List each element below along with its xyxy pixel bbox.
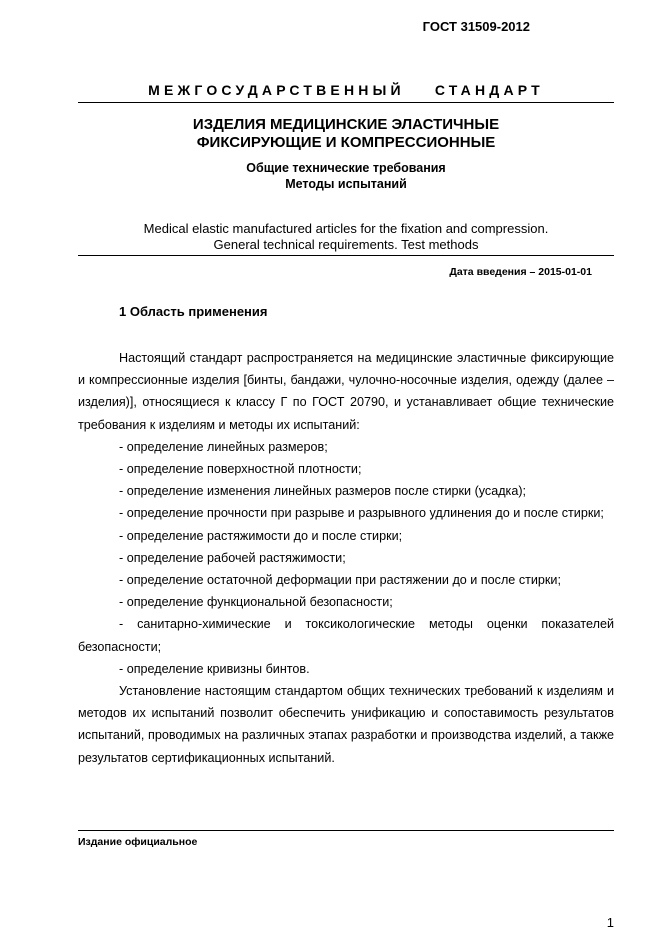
document-title <box>78 116 614 152</box>
list-item: - определение остаточной деформации при растяжении до и после стирки; <box>119 573 561 588</box>
english-title-line-1: Medical elastic manufactured articles for the fixation and compression. <box>143 221 549 236</box>
list-item: - определение кривизны бинтов. <box>119 661 310 676</box>
introduction-date: Дата введения – 2015-01-01 <box>449 266 592 278</box>
footer-divider <box>78 830 614 831</box>
edition-note: Издание официальное <box>78 836 198 848</box>
list-item: - санитарно-химические и токсикологические методы оценки показателей безопасности; <box>78 617 614 654</box>
paragraph-intro: Настоящий стандарт распространяется на медицинские эластичные фиксирующие и компрессионные изделия [бинты, бандажи, чулочно-носочные изделия, одежду (далее – изделия)], относящиеся к классу Г по ГОСТ 20790, и устанавливает общие технические требования к изделиям и методы их испытаний: <box>78 351 614 432</box>
list-item: - определение прочности при разрыве и разрывного удлинения до и после стирки; <box>119 506 604 521</box>
middle-divider <box>78 255 614 256</box>
body-text <box>78 347 614 769</box>
document-subtitle <box>78 160 614 192</box>
list-item: - определение поверхностной плотности; <box>119 462 362 477</box>
english-title-line-2: General technical requirements. Test methods <box>213 237 479 252</box>
subtitle-line-1: Общие технические требования <box>246 161 446 175</box>
standard-type-heading: МЕЖГОСУДАРСТВЕННЫЙ СТАНДАРТ <box>148 82 544 98</box>
list-item: - определение функциональной безопасности; <box>119 595 393 610</box>
list-item: - определение рабочей растяжимости; <box>119 550 346 565</box>
document-code: ГОСТ 31509-2012 <box>422 19 530 34</box>
list-item: - определение изменения линейных размеров после стирки (усадка); <box>119 484 527 499</box>
english-title <box>78 221 614 253</box>
paragraph-conclusion: Установление настоящим стандартом общих технических требований к изделиям и методов их испытаний позволит обеспечить унификацию и сопоставимость результатов испытаний, проводимых на различных этапах разработки и производства изделий, а также результатов сертификационных испытаний. <box>78 684 614 765</box>
list-item: - определение растяжимости до и после стирки; <box>119 528 403 543</box>
subtitle-line-2: Методы испытаний <box>285 177 407 191</box>
page-number: 1 <box>606 915 614 930</box>
section-heading: 1 Область применения <box>119 304 268 319</box>
list-item: - определение линейных размеров; <box>119 439 328 454</box>
title-line-1: ИЗДЕЛИЯ МЕДИЦИНСКИЕ ЭЛАСТИЧНЫЕ <box>192 116 500 133</box>
title-line-2: ФИКСИРУЮЩИЕ И КОМПРЕССИОННЫЕ <box>196 134 496 151</box>
top-divider <box>78 102 614 103</box>
